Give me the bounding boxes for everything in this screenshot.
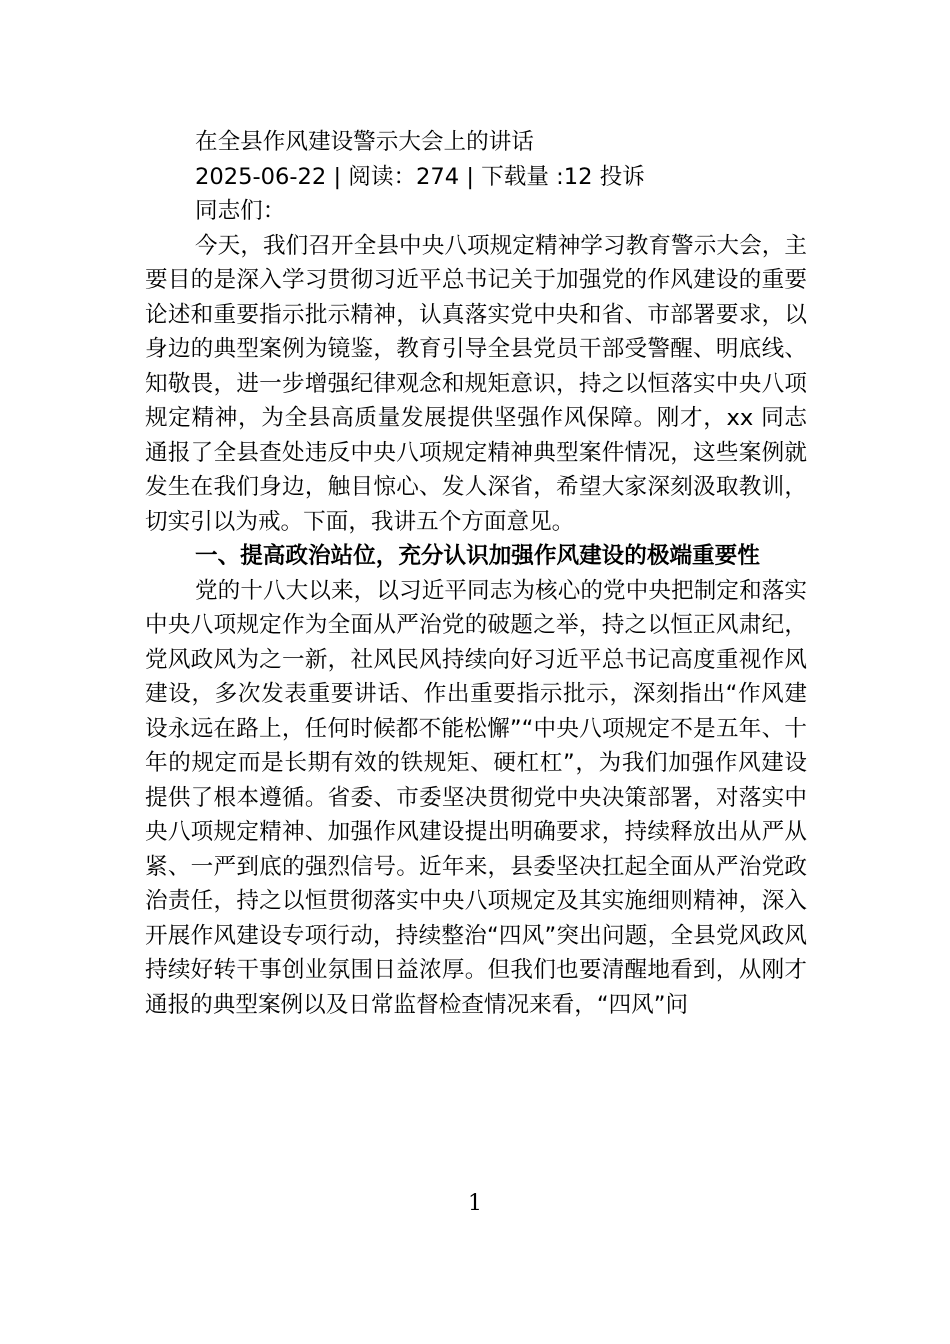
section-1-paragraph: 党的十八大以来，以习近平同志为核心的党中央把制定和落实中央八项规定作为全面从严治党的破题之举，持之以恒正风肃纪，党风政风为之一新，社风民风持续向好习近平总书记高度重视作风建设，多次发表重要讲话、作出重要指示批示，深刻指出“作风建设永远在路上，任何时候都不能松懈”“中央八项规定不是五年、十年的规定而是长期有效的铁规矩、硬杠杠”，为我们加强作风建设提供了根本遵循。省委、市委坚决贯彻党中央决策部署，对落实中央八项规定精神、加强作风建设提出明确要求，持续释放出从严从紧、一严到底的强烈信号。近年来，县委坚决扛起全面从严治党政治责任，持之以恒贯彻落实中央八项规定及其实施细则精神，深入开展作风建设专项行动，持续整治“四风”突出问题，全县党风政风持续好转干事创业氛围日益浓厚。但我们也要清醒地看到，从刚才通报的典型案例以及日常监督检查情况来看，“四风”问 — [145, 577, 807, 1018]
page-number: 1 — [468, 1191, 482, 1216]
salutation: 同志们： — [195, 198, 286, 224]
document-body — [145, 125, 807, 1022]
document-meta-line: 2025-06-22 | 阅读：274 | 下载量 :12 投诉 — [195, 163, 645, 190]
intro-paragraph: 今天，我们召开全县中央八项规定精神学习教育警示大会，主要目的是深入学习贯彻习近平总书记关于加强党的作风建设的重要论述和重要指示批示精神，认真落实党中央和省、市部署要求，以身边的典型案例为镜鉴，教育引导全县党员干部受警醒、明底线、知敬畏，进一步增强纪律观念和规矩意识，持之以恒落实中央八项规定精神，为全县高质量发展提供坚强作风保障。刚才，xx 同志通报了全县查处违反中央八项规定精神典型案件情况，这些案例就发生在我们身边，触目惊心、发人深省，希望大家深刻汲取教训，切实引以为戒。下面，我讲五个方面意见。 — [145, 232, 807, 535]
document-title: 在全县作风建设警示大会上的讲话 — [195, 129, 534, 155]
section-1-heading: 一、提高政治站位，充分认识加强作风建设的极端重要性 — [195, 543, 760, 569]
